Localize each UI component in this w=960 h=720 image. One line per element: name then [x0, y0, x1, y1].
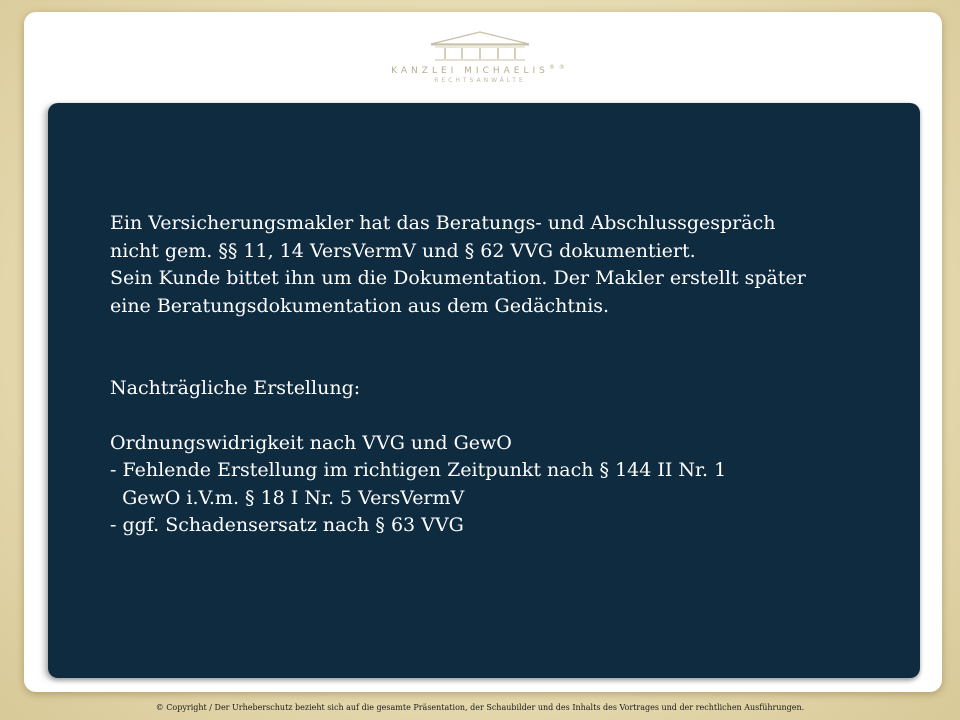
intro-line: Sein Kunde bittet ihn um die Dokumentation. Der Makler erstellt später	[110, 267, 806, 289]
intro-line: Ein Versicherungsmakler hat das Beratungs- und Abschlussgespräch	[110, 212, 776, 234]
temple-icon	[425, 30, 535, 62]
intro-line: eine Beratungsdokumentation aus dem Gedächtnis.	[110, 294, 610, 317]
copyright-notice: © Copyright / Der Urheberschutz bezieht sich auf die gesamte Präsentation, der Schaubilder und des Inhalts des Vortrages und der rechtlichen Ausführungen.	[155, 703, 805, 712]
logo-subtitle: RECHTSANWÄLTE	[434, 77, 526, 84]
result-line: - ggf. Schadensersatz nach § 63 VVG	[110, 514, 464, 536]
kanzlei-logo	[380, 30, 580, 90]
logo-name: KANZLEI MICHAELIS®®	[391, 64, 569, 76]
logo-superscript: ®®	[548, 64, 569, 71]
result-line: Ordnungswidrigkeit nach VVG und GewO	[110, 431, 512, 454]
slide-content	[110, 210, 900, 540]
section-heading: Nachträgliche Erstellung:	[110, 377, 361, 399]
result-line: - Fehlende Erstellung im richtigen Zeitpunkt nach § 144 II Nr. 1	[110, 459, 727, 481]
intro-line: nicht gem. §§ 11, 14 VersVermV und § 62 VVG dokumentiert.	[110, 239, 696, 262]
result-line: GewO i.V.m. § 18 I Nr. 5 VersVermV	[110, 486, 465, 509]
